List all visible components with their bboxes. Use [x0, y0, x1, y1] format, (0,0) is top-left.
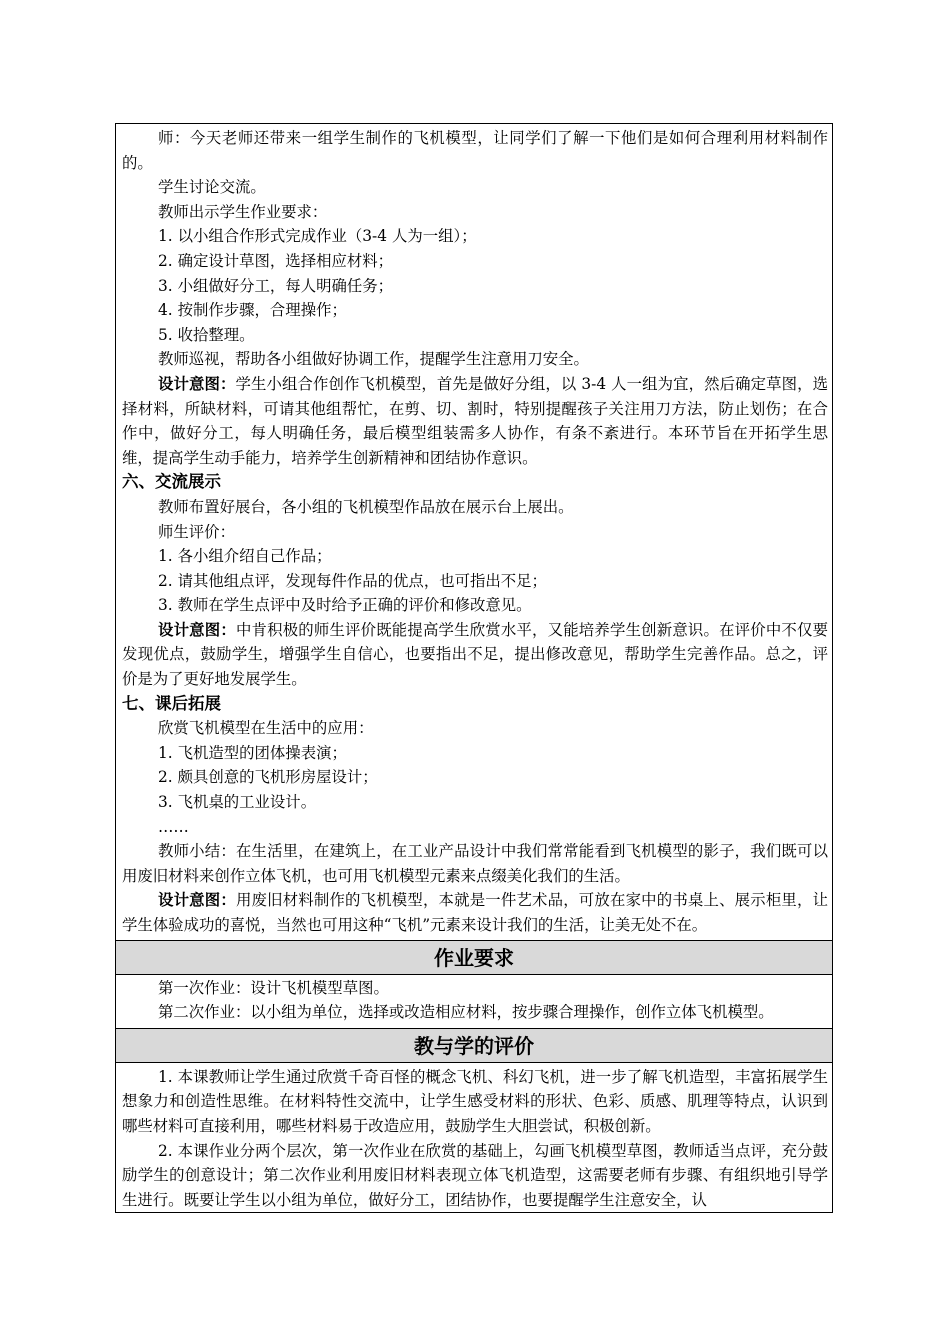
body-paragraph: 教师出示学生作业要求： — [158, 202, 328, 221]
evaluation-paragraph-2: 2. 本课作业分两个层次，第一次作业在欣赏的基础上，勾画飞机模型草图，教师适当点评，充分鼓励学生的创意设计；第二次作业利用废旧材料表现立体飞机造型，这需要老师有步骤、有组织地引导学生进行。既要让学生以小组为单位，做好分工，团结协作，也要提醒学生注意安全，认 — [122, 1141, 828, 1209]
body-paragraph: 教师巡视，帮助各小组做好协调工作，提醒学生注意用刀安全。 — [158, 350, 589, 369]
body-paragraph: 欣赏飞机模型在生活中的应用： — [158, 719, 374, 738]
body-paragraph: 3. 教师在学生点评中及时给予正确的评价和修改意见。 — [158, 596, 532, 615]
body-paragraph: 2. 请其他组点评，发现每件作品的优点，也可指出不足； — [158, 571, 547, 590]
body-paragraph: 1. 各小组介绍自己作品； — [158, 547, 332, 566]
body-paragraph: 教师小结：在生活里，在建筑上，在工业产品设计中我们常常能看到飞机模型的影子，我们既可以用废旧材料来创作立体飞机，也可用飞机模型元素来点缀美化我们的生活。 — [122, 842, 828, 885]
design-intent-paragraph — [122, 618, 828, 692]
body-paragraph: 学生讨论交流。 — [158, 178, 266, 197]
homework-cell — [115, 975, 833, 1029]
section-heading: 六、交流展示 — [122, 472, 221, 492]
body-paragraph: 2. 确定设计草图，选择相应材料； — [158, 251, 394, 270]
body-paragraph: 教师布置好展台，各小组的飞机模型作品放在展示台上展出。 — [158, 497, 574, 516]
body-paragraph: 1. 以小组合作形式完成作业（3-4 人为一组）； — [158, 227, 477, 246]
lesson-body-cell — [115, 123, 833, 941]
evaluation-title: 教与学的评价 — [115, 1029, 833, 1063]
design-intent-label: 设计意图： — [158, 620, 236, 639]
body-paragraph: 5. 收拾整理。 — [158, 325, 255, 344]
design-intent-text: 用废旧材料制作的飞机模型，本就是一件艺术品，可放在家中的书桌上、展示柜里，让学生体验成功的喜悦，当然也可用这种“飞机”元素来设计我们的生活，让美无处不在。 — [122, 891, 828, 934]
body-paragraph: 1. 飞机造型的团体操表演； — [158, 743, 347, 762]
body-paragraph: 2. 颇具创意的飞机形房屋设计； — [158, 768, 378, 787]
homework-title: 作业要求 — [115, 941, 833, 975]
body-paragraph: 3. 小组做好分工，每人明确任务； — [158, 276, 394, 295]
lesson-plan-table — [115, 123, 833, 1213]
homework-line-2: 第二次作业：以小组为单位，选择或改造相应材料，按步骤合理操作，创作立体飞机模型。 — [158, 1003, 774, 1022]
section-heading: 七、课后拓展 — [122, 693, 221, 713]
body-paragraph: 4. 按制作步骤，合理操作； — [158, 301, 347, 320]
design-intent-text: 中肯积极的师生评价既能提高学生欣赏水平，又能培养学生创新意识。在评价中不仅要发现优点，鼓励学生，增强学生自信心，也要指出不足，提出修改意见，帮助学生完善作品。总之，评价是为了更好地发展学生。 — [122, 620, 828, 689]
body-paragraph: 师生评价： — [158, 522, 235, 541]
body-paragraph: 3. 飞机桌的工业设计。 — [158, 793, 317, 812]
homework-line-1: 第一次作业：设计飞机模型草图。 — [158, 978, 389, 997]
design-intent-paragraph — [122, 888, 828, 937]
evaluation-cell — [115, 1063, 833, 1213]
design-intent-text: 学生小组合作创作飞机模型，首先是做好分组，以 3-4 人一组为宜，然后确定草图，选择材料，所缺材料，可请其他组帮忙，在剪、切、割时，特别提醒孩子关注用刀方法，防止划伤；在合作中，做好分工，每人明确任务，最后模型组装需多人协作，有条不紊进行。本环节旨在开拓学生思维，提高学生动手能力，培养学生创新精神和团结协作意识。 — [122, 374, 828, 467]
evaluation-paragraph-1: 1. 本课教师让学生通过欣赏千奇百怪的概念飞机、科幻飞机，进一步了解飞机造型，丰富拓展学生想象力和创造性思维。在材料特性交流中，让学生感受材料的形状、色彩、质感、肌理等特点，认识到哪些材料可直接利用，哪些材料易于改造应用，鼓励学生大胆尝试，积极创新。 — [122, 1067, 828, 1135]
design-intent-paragraph — [122, 372, 828, 470]
body-paragraph: …… — [158, 817, 189, 836]
design-intent-label: 设计意图： — [158, 891, 236, 910]
design-intent-label: 设计意图： — [158, 374, 236, 393]
body-paragraph: 师：今天老师还带来一组学生制作的飞机模型，让同学们了解一下他们是如何合理利用材料制作的。 — [122, 129, 828, 172]
